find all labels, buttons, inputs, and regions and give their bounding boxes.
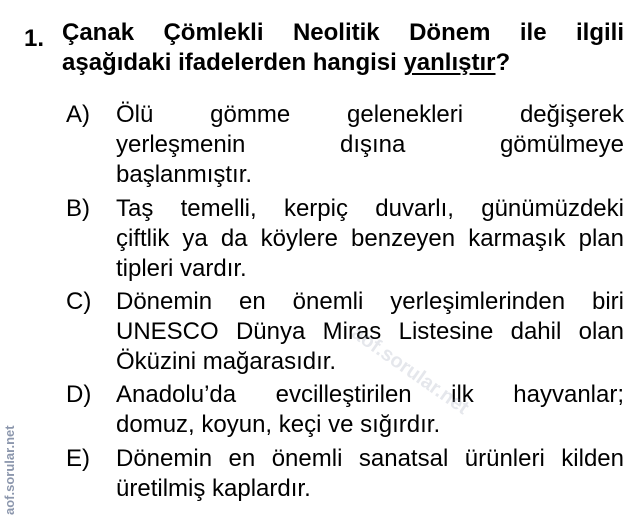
option-e-line-2: üretilmiş kaplardır. (116, 475, 311, 502)
option-d-line-1: Anadolu’da evcilleştirilen ilk hayvanlar; (116, 381, 624, 408)
option-e-line-1: Dönemin en önemli sanatsal ürünleri kilden (116, 445, 624, 472)
option-b-line-1: Taş temelli, kerpiç duvarlı, günümüzdeki (116, 195, 624, 222)
option-b-letter: B) (66, 195, 90, 222)
question-text (62, 18, 624, 78)
option-a-line-3: başlanmıştır. (116, 161, 253, 188)
question-line-1: Çanak Çömlekli Neolitik Dönem ile ilgili (62, 19, 624, 46)
question-number: 1. (24, 25, 45, 52)
option-a-line-1: Ölü gömme gelenekleri değişerek (116, 101, 624, 128)
option-b-line-2: çiftlik ya da köylere benzeyen karmaşık plan (116, 225, 624, 252)
question-mark: ? (495, 49, 511, 76)
negation-emphasis: yanlıştır (403, 49, 496, 76)
option-c-line-2: UNESCO Dünya Miras Listesine dahil olan (116, 318, 624, 345)
option-d-line-2: domuz, koyun, keçi ve sığırdır. (116, 411, 441, 438)
center-watermark: aof.sorular.net (347, 322, 473, 420)
option-c-letter: C) (66, 288, 92, 315)
option-e-letter: E) (66, 445, 90, 472)
option-d-letter: D) (66, 381, 92, 408)
option-a-letter: A) (66, 101, 90, 128)
option-e-text (116, 444, 624, 504)
option-a-line-2: yerleşmenin dışına gömülmeye (116, 131, 624, 158)
question-line-2-start: aşağıdaki ifadelerden hangisi (62, 49, 404, 76)
option-c-line-1: Dönemin en önemli yerleşimlerinden biri (116, 288, 624, 315)
option-a-text (116, 100, 624, 190)
question-line-2 (62, 48, 624, 78)
option-b-text (116, 194, 624, 284)
option-d-text (116, 380, 624, 440)
option-c-line-3: Öküzini mağarasıdır. (116, 348, 337, 375)
option-b-line-3: tipleri vardır. (116, 255, 247, 282)
side-watermark: aof.sorular.net (2, 425, 17, 515)
